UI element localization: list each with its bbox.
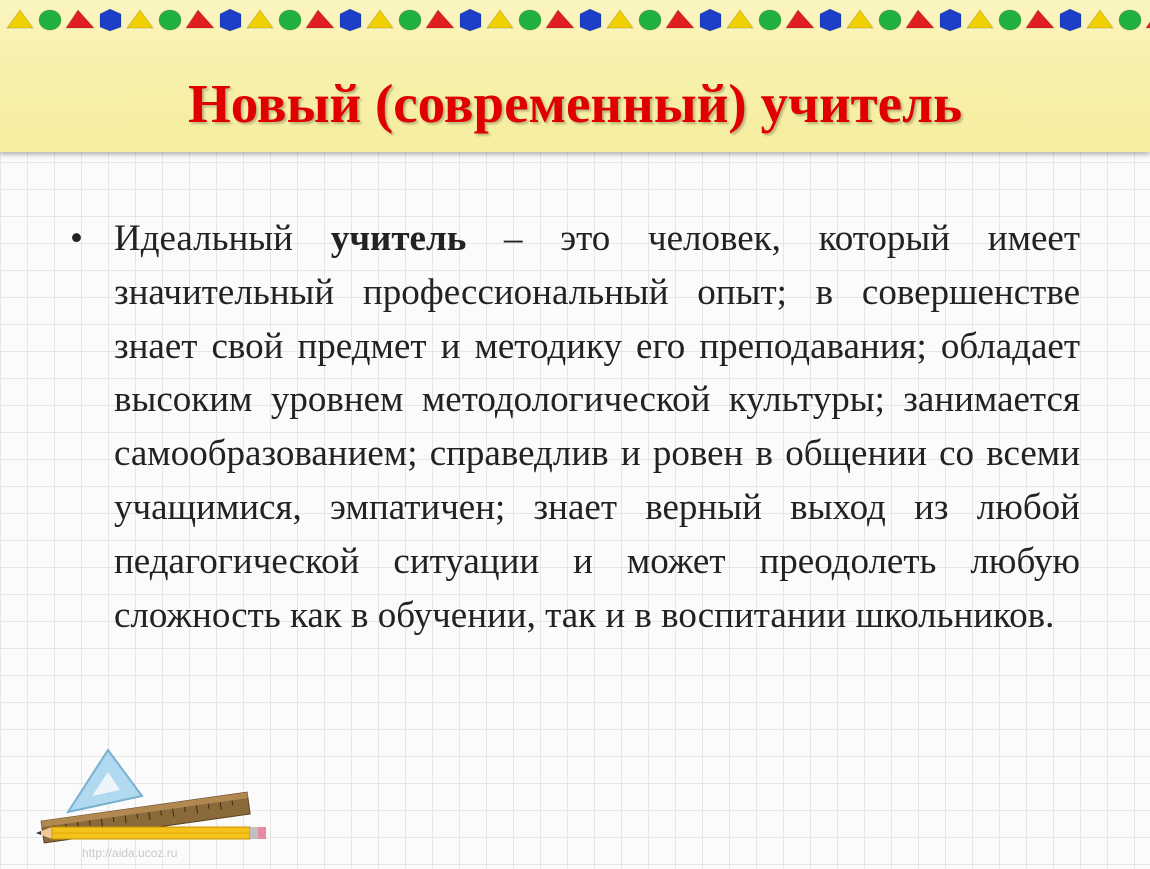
strip-shape-icon — [546, 10, 574, 28]
slide-header — [0, 0, 1150, 152]
strip-shape-icon — [906, 10, 934, 28]
watermark: http://aida.ucoz.ru — [82, 846, 178, 860]
strip-shape-icon — [66, 10, 94, 28]
text-bold-teacher: учитель — [330, 218, 467, 259]
strip-shape-icon — [220, 9, 241, 31]
bullet-text — [114, 212, 1080, 642]
strip-shape-icon — [759, 10, 781, 30]
strip-shape-icon — [7, 10, 33, 28]
strip-shape-icon — [186, 10, 214, 28]
strip-shape-icon — [399, 10, 421, 30]
slide-title: Новый (современный) учитель — [187, 73, 963, 134]
strip-shape-icon — [519, 10, 541, 30]
text-lead: Идеальный — [114, 218, 331, 259]
strip-shape-icon — [820, 9, 841, 31]
strip-shape-icon — [367, 10, 393, 28]
strip-shape-icon — [639, 10, 661, 30]
strip-shape-icon — [879, 10, 901, 30]
slide-body — [70, 212, 1080, 642]
strip-shape-icon — [666, 10, 694, 28]
strip-shape-icon — [1060, 9, 1081, 31]
strip-shape-icon — [247, 10, 273, 28]
strip-shape-icon — [727, 10, 753, 28]
strip-shape-icon — [426, 10, 454, 28]
strip-shape-icon — [940, 9, 961, 31]
strip-shape-icon — [460, 9, 481, 31]
strip-shape-icon — [967, 10, 993, 28]
geometric-shapes-strip-icon — [0, 0, 1150, 44]
strip-shape-icon — [100, 9, 121, 31]
strip-shape-icon — [580, 9, 601, 31]
strip-shape-icon — [700, 9, 721, 31]
strip-shape-icon — [487, 10, 513, 28]
bullet-point: • — [70, 218, 83, 259]
strip-shape-icon — [607, 10, 633, 28]
strip-shape-icon — [159, 10, 181, 30]
strip-shape-icon — [279, 10, 301, 30]
strip-shape-icon — [847, 10, 873, 28]
strip-shape-icon — [127, 10, 153, 28]
strip-shape-icon — [1026, 10, 1054, 28]
strip-shape-icon — [1119, 10, 1141, 30]
strip-shape-icon — [1146, 10, 1150, 28]
strip-shape-icon — [340, 9, 361, 31]
strip-shape-icon — [999, 10, 1021, 30]
text-rest: – это человек, который имеет значительный профессиональный опыт; в совершенстве знает свой предмет и методику его преподавания; обладает высоким уровнем методологической культуры; занимается самообразованием; справедлив и ровен в общении со всеми учащимися, эмпатичен; знает верный выход из любой педагогической ситуации и может преодолеть любую сложность как в обучении, так и в воспитании школьников. — [114, 218, 1081, 636]
strip-shape-icon — [39, 10, 61, 30]
strip-shape-icon — [786, 10, 814, 28]
strip-shape-icon — [306, 10, 334, 28]
strip-shape-icon — [1087, 10, 1113, 28]
